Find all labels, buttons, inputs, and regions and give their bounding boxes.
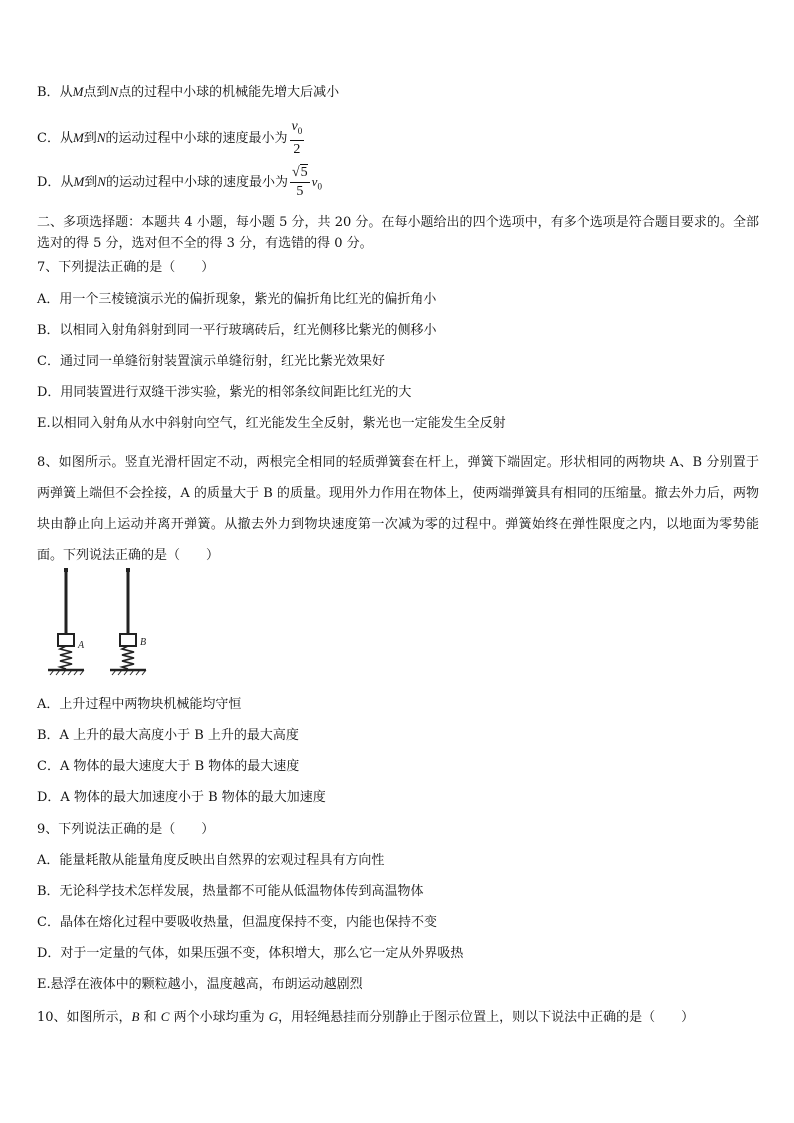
denominator: 5 [296, 184, 304, 199]
q9-option-b: B．无论科学技术怎样发展，热量都不可能从低温物体传到高温物体 [37, 884, 424, 899]
q6-option-d [37, 163, 322, 206]
q10-stem [37, 1009, 694, 1026]
option-text: D．从 [37, 175, 74, 190]
q8-option-b: B．A 上升的最大高度小于 B 上升的最大高度 [37, 728, 299, 743]
block-b [120, 634, 136, 646]
ball-b: B [131, 1009, 140, 1024]
spring-rod-figure [40, 566, 160, 678]
subscript-0: 0 [297, 125, 303, 136]
point-m: M [73, 174, 85, 189]
stem-text: 两个小球均重为 [169, 1010, 269, 1025]
q6-option-c [37, 118, 306, 159]
stem-text: 和 [139, 1010, 161, 1025]
sqrt-symbol: √ [291, 165, 300, 180]
option-text: 的运动过程中小球的速度最小为 [105, 130, 288, 146]
spring-b [122, 646, 134, 669]
var-v: v [291, 119, 298, 134]
q8-option-c: C．A 物体的最大速度大于 B 物体的最大速度 [37, 759, 300, 774]
q6-option-b [37, 84, 339, 101]
q7-option-c: C．通过同一单缝衍射装置演示单缝衍射，红光比紫光效果好 [37, 354, 385, 369]
q8-option-d: D．A 物体的最大加速度小于 B 物体的最大加速度 [37, 790, 326, 805]
stem-text: ，用轻绳悬挂而分别静止于图示位置上，则以下说法中正确的是（ ） [278, 1010, 695, 1025]
q7-option-e: E.以相同入射角从水中斜射向空气，红光能发生全反射，紫光也一定能发生全反射 [37, 416, 506, 431]
option-text: C．从 [37, 130, 73, 146]
option-text: B．从 [37, 85, 73, 100]
q9-option-a: A．能量耗散从能量角度反映出自然界的宏观过程具有方向性 [37, 853, 385, 868]
option-text: 点的过程中小球的机械能先增大后减小 [118, 85, 340, 100]
rod-b [126, 568, 130, 636]
block-a [58, 634, 74, 646]
q8-option-a: A．上升过程中两物块机械能均守恒 [37, 697, 242, 712]
fraction-sqrt5-over-5 [290, 164, 310, 201]
q9-stem: 9、下列说法正确的是（ ） [37, 822, 215, 837]
var-v0 [311, 174, 322, 192]
point-m: M [72, 84, 84, 99]
option-text: 的运动过程中小球的速度最小为 [105, 175, 288, 190]
subscript-0: 0 [317, 181, 322, 192]
fraction-v0-over-2 [290, 118, 305, 159]
weight-g: G [268, 1009, 279, 1024]
option-text: 到 [84, 175, 98, 190]
rod-a [64, 568, 68, 636]
option-text: 点到 [83, 85, 110, 100]
point-n: N [96, 129, 106, 145]
q7-option-b: B．以相同入射角斜射到同一平行玻璃砖后，红光侧移比紫光的侧移小 [37, 323, 437, 338]
label-b: B [140, 637, 147, 648]
q7-stem: 7、下列提法正确的是（ ） [37, 260, 215, 275]
option-text: 到 [83, 130, 97, 146]
denominator: 2 [293, 141, 301, 157]
q9-option-e: E.悬浮在液体中的颗粒越小，温度越高，布朗运动越剧烈 [37, 977, 363, 992]
point-m: M [72, 129, 84, 145]
section-heading: 二、多项选择题：本题共 4 小题，每小题 5 分，共 20 分。在每小题给出的四个选项中，有多个选项是符合题目要求的。全部选对的得 5 分，选对但不全的得 3 分，有选错的得 0 分。 [37, 215, 759, 251]
q9-option-d: D．对于一定量的气体，如果压强不变，体积增大，那么它一定从外界吸热 [37, 946, 464, 961]
point-n: N [109, 84, 119, 99]
label-a: A [78, 640, 85, 651]
ball-c: C [160, 1009, 170, 1024]
q7-option-a: A．用一个三棱镜演示光的偏折现象，紫光的偏折角比红光的偏折角小 [37, 292, 437, 307]
point-n: N [97, 174, 106, 189]
q7-option-d: D．用同装置进行双缝干涉实验，紫光的相邻条纹间距比红光的大 [37, 385, 412, 400]
q8-stem: 8、如图所示。竖直光滑杆固定不动，两根完全相同的轻质弹簧套在杆上，弹簧下端固定。形状相同的两物块 A、B 分别置于两弹簧上端但不会拴接，A 的质量大于 B 的质量。现用外力作用在物体上，使两端弹簧具有相同的压缩量。撤去外力后，两物块由静止向上运动并离开弹簧。从撤去外力到物块速度第一次减为零的过程中。弹簧始终在弹性限度之内，以地面为零势能面。下列说法正确的是（ ） [37, 455, 759, 563]
q9-option-c: C．晶体在熔化过程中要吸收热量，但温度保持不变，内能也保持不变 [37, 915, 437, 930]
var-v: v [311, 174, 318, 189]
stem-text: 10、如图所示， [37, 1010, 132, 1025]
spring-a [60, 646, 72, 669]
radicand: 5 [300, 165, 308, 180]
